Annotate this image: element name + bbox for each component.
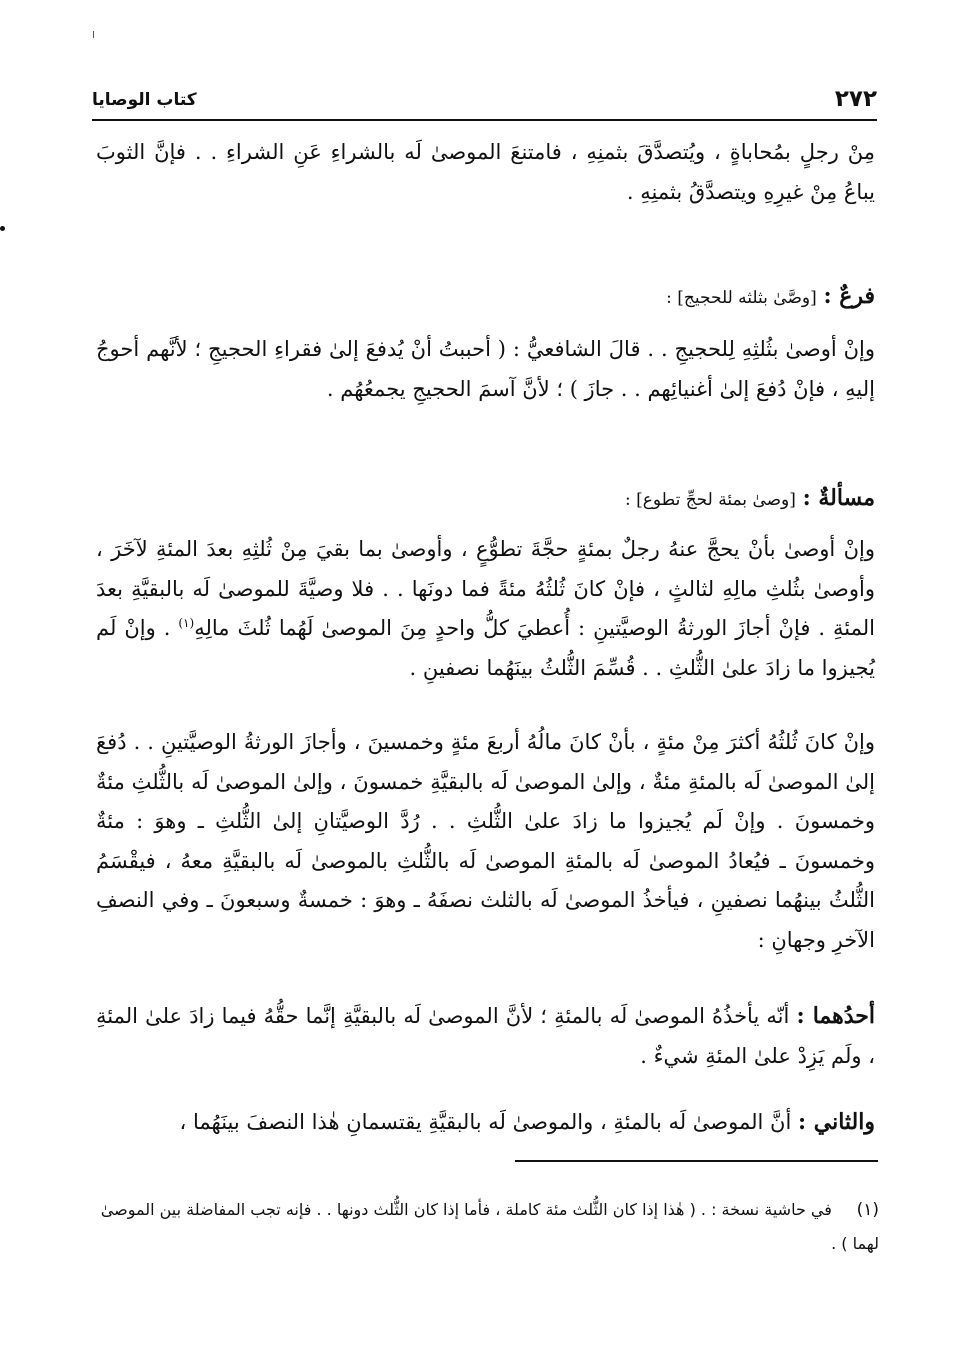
section-heading-far xyxy=(96,277,875,319)
paragraph-1-text: مِنْ رجلٍ بمُحاباةٍ ، ويُتصدَّقَ بثمنِهِ ، فامتنعَ الموصىٰ لَه بالشراءِ عَنِ الشراءِ . . فإنَّ الثوبَ يباعُ مِنْ غيرِهِ ويتصدَّقُ بثمنِهِ . xyxy=(96,140,875,204)
paragraph-5 xyxy=(96,997,875,1076)
footnote-reference[interactable]: (١) xyxy=(178,616,195,630)
footnote-number: (١) xyxy=(856,1200,879,1220)
paragraph-6-text: أنَّ الموصىٰ لَه بالمئةِ ، والموصىٰ لَه بالبقيَّةِ يقتسمانِ هٰذا النصفَ بينَهُما ، xyxy=(179,1110,798,1134)
paragraph-5-text: أنّه يأخذُهُ الموصىٰ لَه بالمئةِ ؛ لأنَّ الموصىٰ لَه بالبقيَّةِ إنَّما حقُّهُ فيما زادَ علىٰ المئةِ ، ولَم يَزِدْ علىٰ المئةِ شيءٌ . xyxy=(96,1004,875,1068)
far-lead: فرعٌ : xyxy=(823,283,875,309)
paragraph-1 xyxy=(96,133,875,212)
footnote-text: في حاشية نسخة : . ( هٰذا إذا كان الثُّلث مئة كاملة ، فأما إذا كان الثُّلث دونها . . فإنه تجب المفاضلة بين الموصىٰ لهما ) . xyxy=(100,1200,879,1253)
footnote-rule xyxy=(515,1160,878,1162)
paragraph-2-text: وإنْ أوصىٰ بثُلثِهِ لِلحجيجِ . . قالَ الشافعيُّ : ( أحببتُ أنْ يُدفعَ إلىٰ فقراءِ الحجيجِ ؛ لأنَّهم أحوجُ إليهِ ، فإنْ دُفعَ إلىٰ أغنيائِهم . . جازَ ) ؛ لأنَّ آسمَ الحجيجِ يجمعُهُم . xyxy=(96,337,875,401)
paragraph-4 xyxy=(96,723,875,960)
paragraph-4-text: وإنْ كانَ ثُلثُهُ أكثرَ مِنْ مئةٍ ، بأنْ كانَ مالُهُ أربعَ مئةٍ وخمسينَ ، وأجازَ الورثةُ الوصيَّتينِ . . دُفعَ إلىٰ الموصىٰ لَه بالمئةِ مئةٌ ، وإلىٰ الموصىٰ لَه بالبقيَّةِ خمسونَ ، وإلىٰ الموصىٰ لَه بالثُّلثِ مئةٌ وخمسونَ . وإنْ لَم يُجيزوا ما زادَ علىٰ الثُّلثِ . . رُدَّ الوصيَّتانِ إلىٰ الثُّلثِ ـ وهوَ : مئةٌ وخمسونَ ـ فيُعادُ الموصىٰ لَه بالمئةِ الموصىٰ لَه بالثُّلثِ بالموصىٰ لَه بالبقيَّةِ معهُ ، فيقْسَمُ الثُّلثُ بينهُما نصفينِ ، فيأخذُ الموصىٰ لَه بالثلث نصفَهُ ـ وهوَ : خمسةٌ وسبعونَ ـ وفي النصفِ الآخرِ وجهانِ : xyxy=(96,730,875,952)
margin-dot xyxy=(0,226,5,231)
paragraph-3-text-a: وإنْ أوصىٰ بأنْ يحجَّ عنهُ رجلٌ بمئةٍ حجَّةَ تطوُّعٍ ، وأوصىٰ بما بقيَ مِنْ ثُلثِهِ بعدَ المئةِ لآخَرَ ، وأوصىٰ بثُلثِ مالِهِ لثالثٍ ، فإنْ كانَ ثُلثُهُ مئةً فما دونَها . . فلا وصيَّةَ للموصىٰ لَه بالبقيَّةِ بعدَ المئةِ . فإنْ أجازَ الورثةُ الوصيَّتينِ : أُعطيَ كلُّ واحدٍ مِنَ الموصىٰ لَهُما ثُلثَ مالِهِ xyxy=(96,537,875,640)
paragraph-6 xyxy=(96,1103,875,1143)
page-number: ٢٧٢ xyxy=(834,86,877,112)
footnote xyxy=(100,1193,879,1261)
paragraph-3 xyxy=(96,530,875,688)
paragraph-5-lead: أحدُهما : xyxy=(796,1003,875,1029)
header-rule xyxy=(92,119,877,121)
running-header xyxy=(92,86,877,116)
paragraph-2 xyxy=(96,330,875,409)
masala-lead: مسألةٌ : xyxy=(802,485,875,511)
paragraph-6-lead: والثاني : xyxy=(797,1109,875,1135)
masala-subtitle: [وصىٰ بمئة لحجِّ تطوع] : xyxy=(624,490,796,510)
paragraph-3-text-b: . وإنْ لَم يُجيزوا ما زادَ علىٰ الثُّلثِ . . قُسِّمَ الثُّلثُ بينَهُما نصفينِ . xyxy=(96,616,875,680)
margin-tick xyxy=(93,31,94,38)
book-title: كتاب الوصايا xyxy=(92,90,197,110)
section-heading-masala xyxy=(96,479,875,521)
far-subtitle: [وصَّىٰ بثلثه للحجيج] : xyxy=(666,288,817,308)
